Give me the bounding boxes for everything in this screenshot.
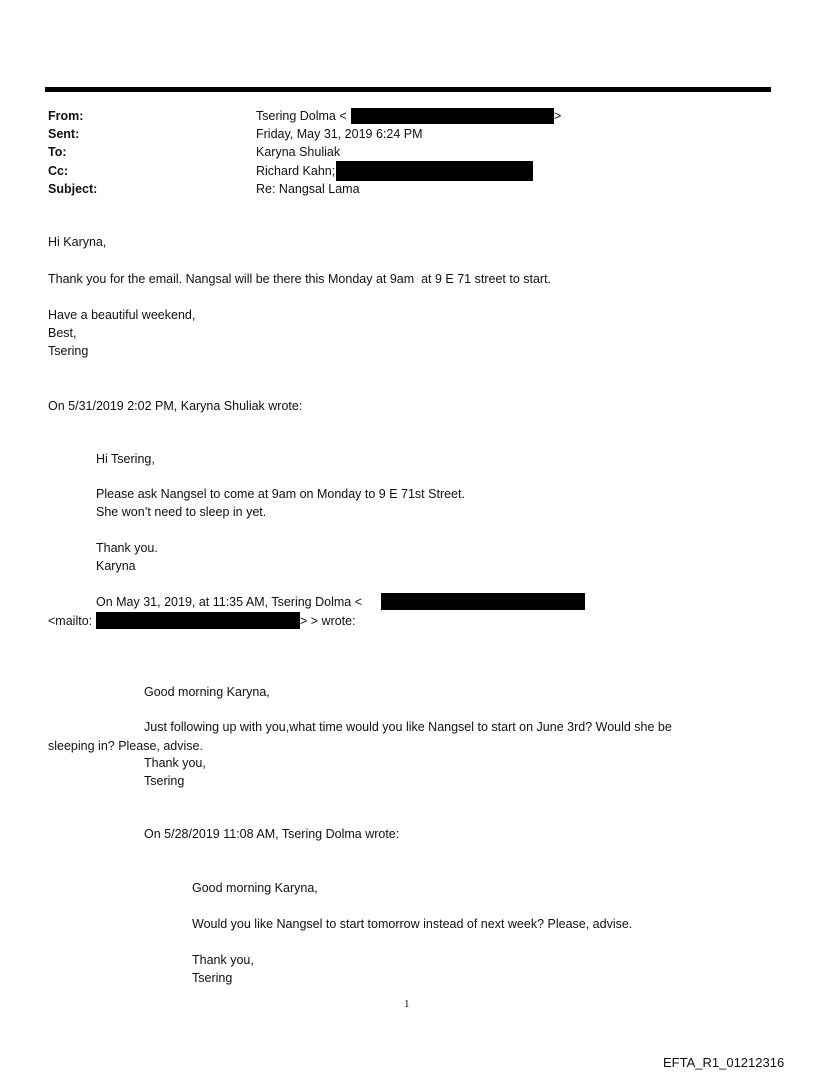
bates-number: EFTA_R1_01212316 [663,1055,785,1070]
redaction-quote2-mailto [96,612,300,629]
quote1-thanks: Thank you. [96,541,158,555]
header-divider [45,87,771,92]
subject-label: Subject: [48,182,98,196]
quote3-intro: On 5/28/2019 11:08 AM, Tsering Dolma wrote: [144,827,400,841]
msg1-closing1: Have a beautiful weekend, [48,308,196,322]
quote1-greeting: Hi Tsering, [96,452,155,466]
msg1-greeting: Hi Karyna, [48,235,107,249]
quote1-line1: Please ask Nangsel to come at 9am on Monday to 9 E 71st Street. [96,487,465,501]
quote2-mailto: <mailto: [48,614,93,628]
redaction-cc-email [336,161,533,181]
quote2-signature: Tsering [144,774,185,788]
quote1-line2: She won’t need to sleep in yet. [96,505,267,519]
quote3-body: Would you like Nangsel to start tomorrow instead of next week? Please, advise. [192,917,633,931]
redaction-quote2-email [381,593,585,610]
msg1-body: Thank you for the email. Nangsal will be there this Monday at 9am at 9 E 71 street to start. [48,272,552,286]
quote1-signature: Karyna [96,559,136,573]
quote2-line1: Just following up with you,what time would you like Nangsel to start on June 3rd? Would she be [144,720,672,734]
msg1-signature: Tsering [48,344,89,358]
quote2-greeting: Good morning Karyna, [144,685,270,699]
sent-label: Sent: [48,127,80,141]
quote2-line2: sleeping in? Please, advise. [48,739,203,753]
subject-value: Re: Nangsal Lama [256,182,360,196]
cc-label: Cc: [48,164,69,178]
redaction-from-email [351,108,554,124]
from-close: > [554,109,562,123]
sent-value: Friday, May 31, 2019 6:24 PM [256,127,423,141]
quote1-intro: On 5/31/2019 2:02 PM, Karyna Shuliak wrote: [48,399,303,413]
quote2-thanks: Thank you, [144,756,206,770]
from-label: From: [48,109,84,123]
from-value: Tsering Dolma < [256,109,347,123]
quote3-thanks: Thank you, [192,953,254,967]
page-number: 1 [404,998,410,1010]
msg1-closing2: Best, [48,326,77,340]
cc-value: Richard Kahn; [256,164,336,178]
quote3-signature: Tsering [192,971,233,985]
quote2-intro-end: > > wrote: [300,614,356,628]
to-label: To: [48,145,67,159]
quote2-intro: On May 31, 2019, at 11:35 AM, Tsering Dolma < [96,595,363,609]
quote3-greeting: Good morning Karyna, [192,881,318,895]
to-value: Karyna Shuliak [256,145,341,159]
